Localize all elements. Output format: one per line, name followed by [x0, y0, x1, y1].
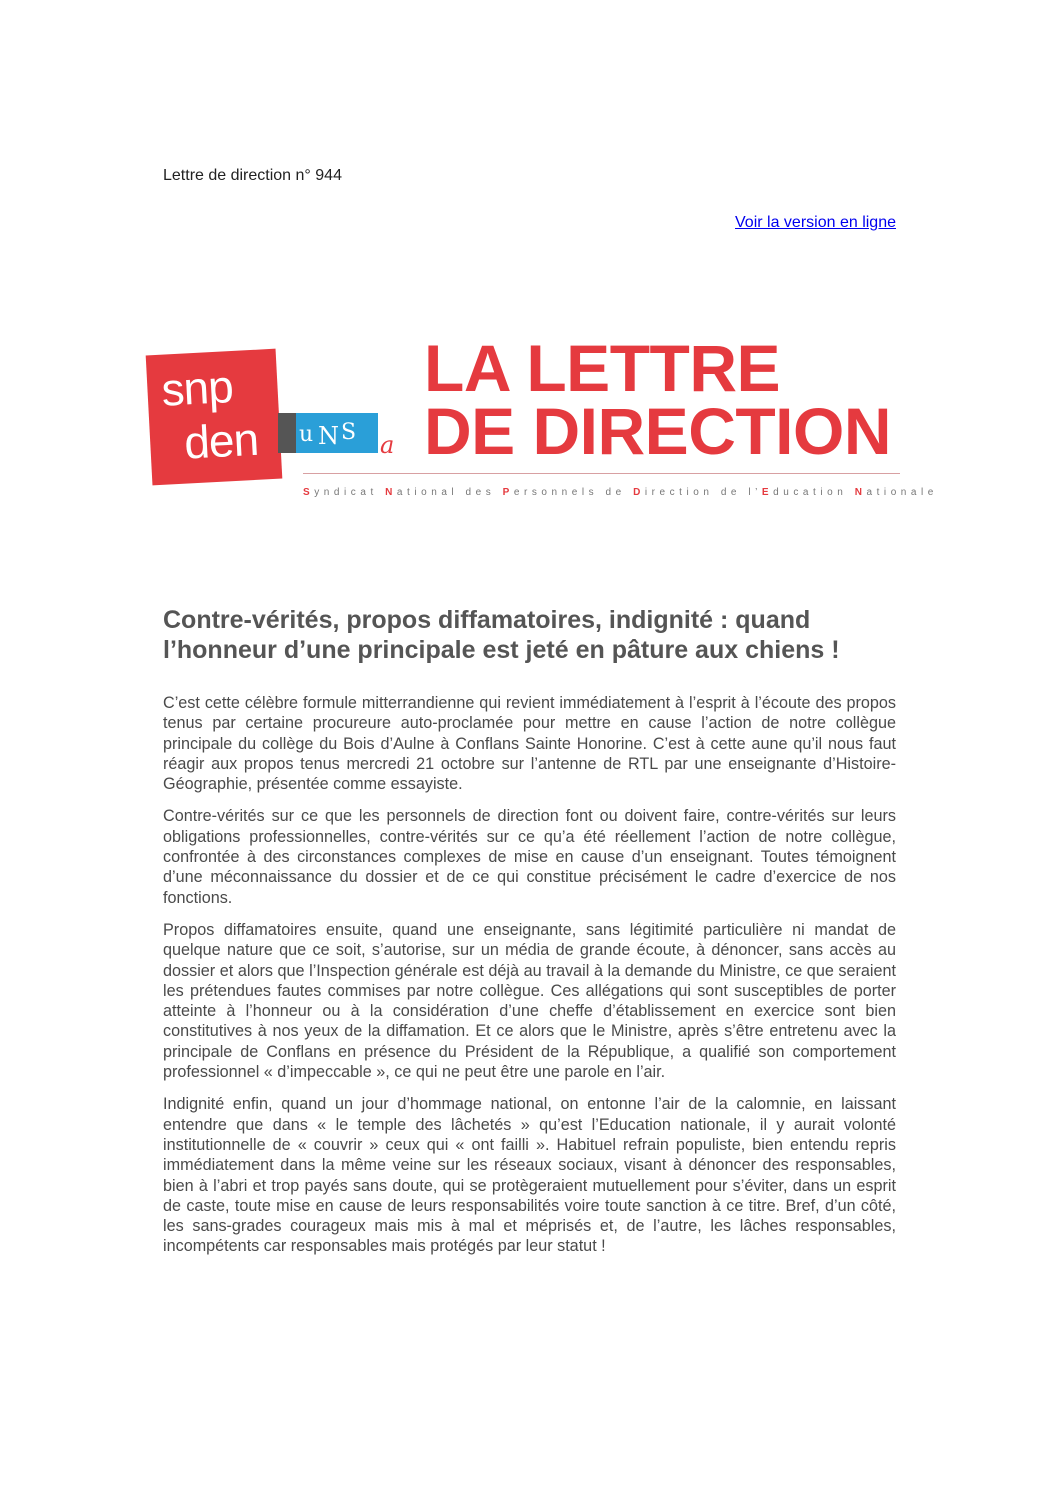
article-paragraph: Contre-vérités sur ce que les personnels de direction font ou doivent faire, contre-vérités sur leurs obligations professionnelles, contre-vérités sur ce qu’a été réellement l’action de notre collègue, confrontée à des circonstances complexes de mise en cause d’un enseignant. Toutes témoignent d’une méconnaissance du dossier et de ce qui constitue précisément le cadre d’exercice de nos fonctions.: [163, 807, 896, 907]
masthead-subtitle: [303, 487, 938, 498]
issue-number: Lettre de direction n° 944: [163, 167, 342, 184]
logo-snp-text: snp: [160, 360, 234, 416]
subtitle-initial: E: [761, 487, 774, 498]
subtitle-initial: S: [303, 487, 315, 498]
subtitle-word: ationale: [866, 487, 938, 498]
unsa-letter-u: u: [299, 422, 314, 447]
article-paragraph: Indignité enfin, quand un jour d’hommage national, on entonne l’air de la calomnie, en laissant entendre que dans « le temple des lâchetés » qu’est l’Education nationale, il y aurait volonté institutionnelle de « couvrir » ceux qui « ont failli ». Habituel refrain populiste, bien entendu repris immédiatement dans la même veine sur les réseaux sociaux, visant à dénoncer des responsables, bien à l’abri et trop payés sans doute, qui se protègeraient mutuellement pour s’éviter, dans un esprit de caste, toute mise en cause de leurs responsabilités voire toute sanction à ce titre. Bref, d’un côté, les sans-grades courageux mais mis à mal et méprisés et, de l’autre, les lâches responsables, incompétents car responsables mais protégés par leur statut !: [163, 1095, 896, 1256]
masthead-line-1: LA LETTRE: [424, 331, 781, 405]
snpden-logo: [146, 349, 283, 486]
subtitle-word: irection de l’: [644, 487, 762, 498]
unsa-letter-s: S: [341, 420, 357, 445]
unsa-letter-n: N: [318, 422, 339, 450]
subtitle-word: ersonnels de: [513, 487, 634, 498]
article-paragraph: Propos diffamatoires ensuite, quand une enseignante, sans légitimité particulière ni mandat de quelque nature que ce soit, s’autorise, sur un média de grande écoute, à dénoncer, sans accès au dossier et alors que l’Inspection générale est déjà au travail à la demande du Ministre, ce que seraient les prétendues fautes commises par notre collègue. Ces allégations qui sont susceptibles de porter atteinte à l’honneur ou à la considération d’une cheffe d’établissement en exercice sont bien constitutives à nos yeux de la diffamation. Et ce alors que le Ministre, après s’être entretenu avec la principale de Conflans en présence du Président de la République, a qualifié son comportement professionnel « d’impeccable », ce qui ne peut être une parole en l’air.: [163, 920, 896, 1082]
subtitle-initial: D: [633, 487, 645, 498]
masthead-line-2: DE DIRECTION: [424, 394, 892, 468]
subtitle-word: yndicat: [314, 487, 386, 498]
subtitle-word: ducation: [773, 487, 855, 498]
unsa-letter-a: a: [380, 431, 395, 455]
subtitle-word: ational des: [396, 487, 503, 498]
article-title: Contre-vérités, propos diffamatoires, indignité : quand l’honneur d’une principale est jeté en pâture aux chiens !: [163, 606, 840, 664]
article-paragraph: C’est cette célèbre formule mitterrandienne qui revient immédiatement à l’esprit à l’écoute des propos tenus par certaine procureure auto-proclamée pour mettre en cause l’action de notre collègue principale du collège du Bois d’Aulne à Conflans Sainte Honorine. C’est à cette aune qu’il nous faut réagir aux propos tenus mercredi 21 octobre sur l’antenne de RTL par une enseignante d’Histoire-Géographie, présentée comme essayiste.: [163, 694, 896, 794]
logo-den-text: den: [182, 412, 260, 469]
subtitle-initial: N: [854, 487, 867, 498]
masthead-divider: [303, 473, 900, 474]
subtitle-initial: N: [385, 487, 397, 498]
subtitle-initial: P: [502, 487, 514, 498]
article-body: [163, 693, 896, 1269]
unsa-logo: [278, 411, 398, 455]
online-version-link[interactable]: Voir la version en ligne: [735, 214, 896, 231]
unsa-gray-block: [278, 413, 296, 453]
